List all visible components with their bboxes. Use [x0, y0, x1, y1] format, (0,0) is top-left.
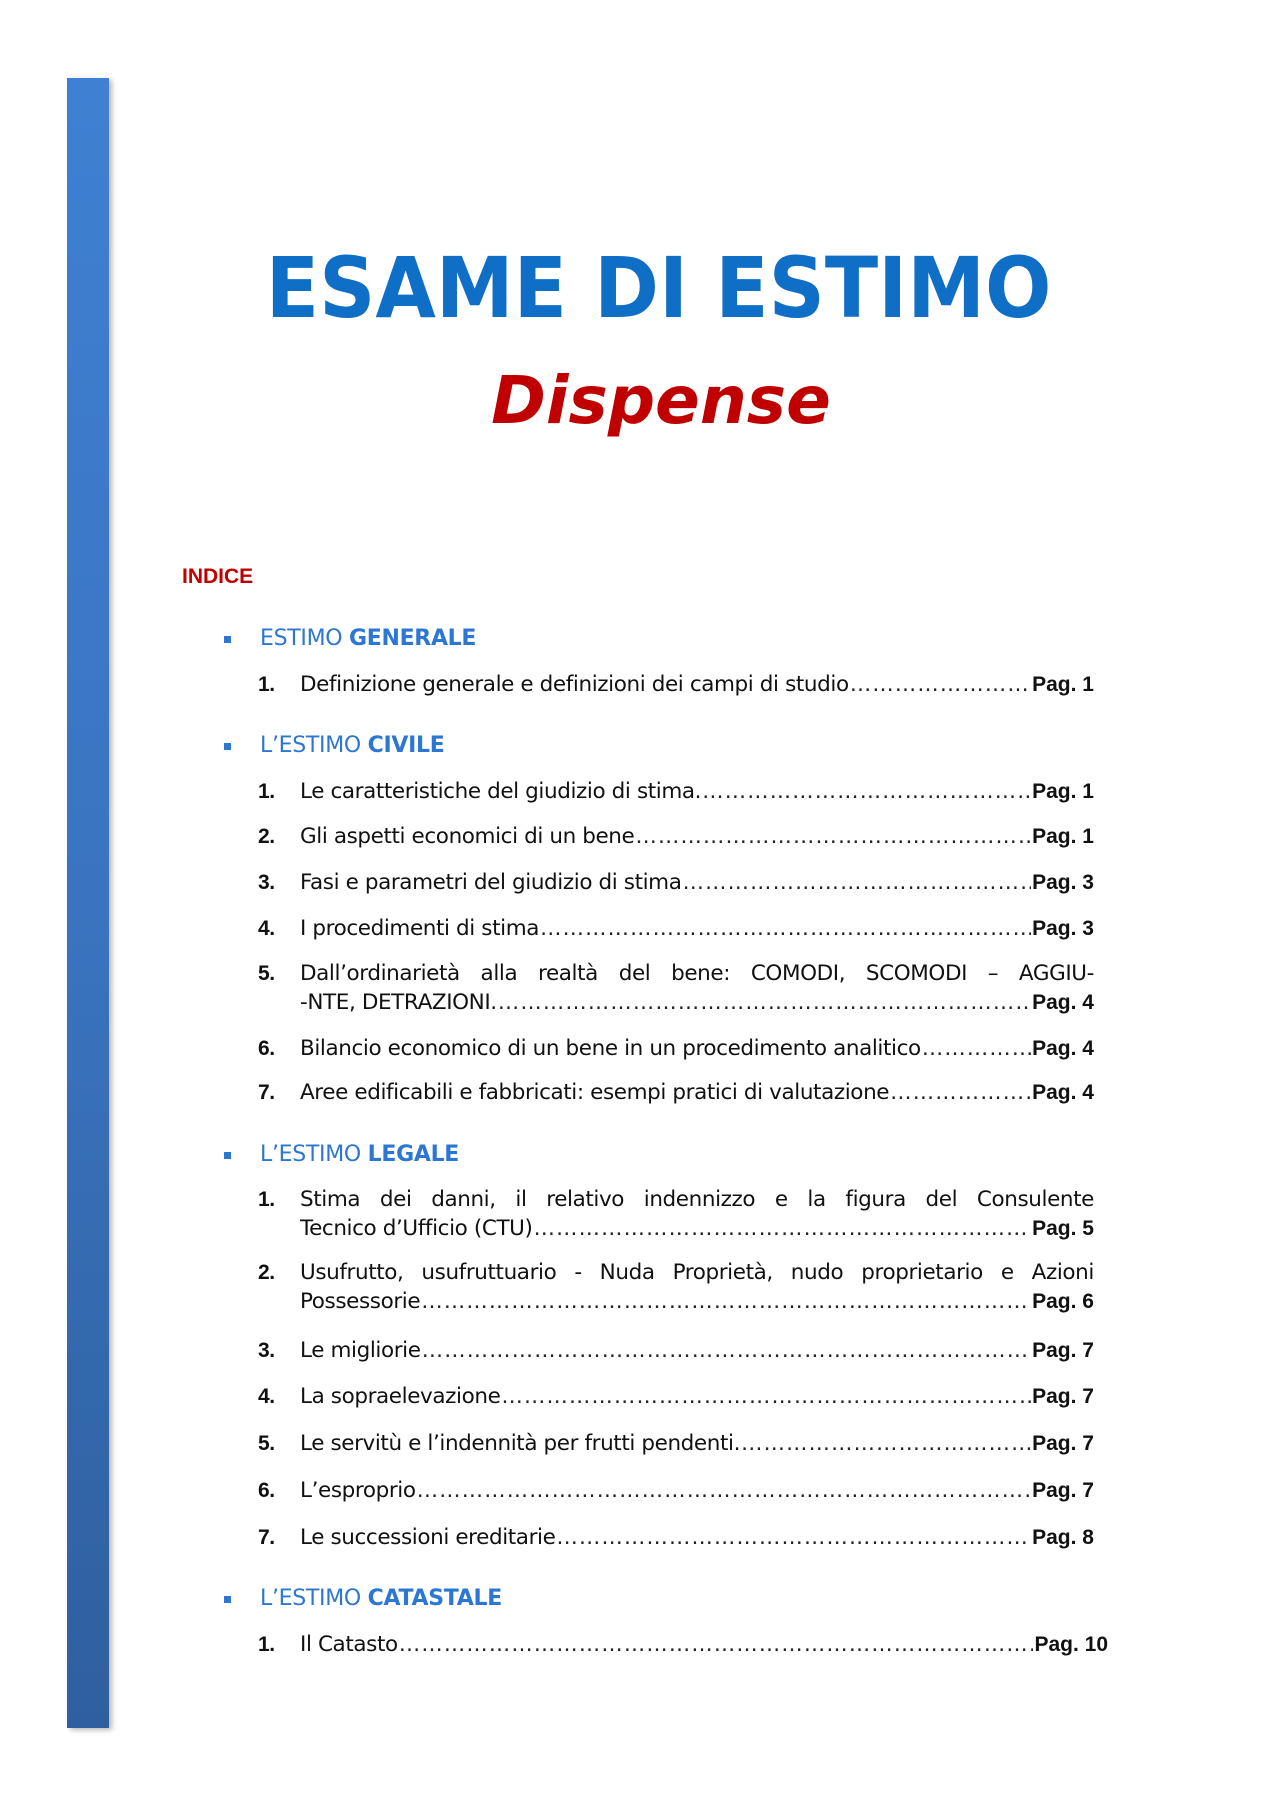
document-subtitle: Dispense — [491, 362, 831, 439]
dot-leader — [501, 1382, 1031, 1411]
toc-entry-title: Le migliorie — [300, 1338, 421, 1363]
toc-entry-page: Pag. 4 — [1032, 1037, 1094, 1060]
toc-entry-title: Gli aspetti economici di un bene — [300, 824, 635, 849]
toc-entry-title: Definizione generale e definizioni dei campi di studio — [300, 672, 849, 697]
dot-leader — [683, 868, 1032, 897]
toc-entry-page: Pag. 6 — [1032, 1290, 1094, 1313]
toc-entry-page: Pag. 7 — [1032, 1339, 1094, 1362]
toc-entry-title: Le caratteristiche del giudizio di stima. — [300, 779, 702, 804]
document-title: ESAME DI ESTIMO — [265, 239, 1052, 337]
dot-leader — [417, 1476, 1032, 1505]
toc-entry-number: 1. — [258, 673, 275, 696]
dot-leader — [422, 1336, 1032, 1365]
toc-entry-page: Pag. 4 — [1032, 1081, 1094, 1104]
toc-entry-page: Pag. 4 — [1032, 991, 1094, 1014]
toc-entry-number: 5. — [258, 962, 275, 985]
toc-entry-title: La sopraelevazione — [300, 1384, 501, 1409]
toc-entry-page: Pag. 7 — [1032, 1479, 1094, 1502]
toc-entry-title: Tecnico d’Ufficio (CTU) — [300, 1216, 533, 1241]
toc-entry-number: 4. — [258, 917, 275, 940]
toc-entry-title-line1: Usufrutto, usufruttuario - Nuda Proprietà, nudo proprietario e Azioni — [300, 1260, 1094, 1285]
square-bullet-icon — [224, 743, 231, 750]
dot-leader — [540, 914, 1031, 943]
toc-entry-title: Bilancio economico di un bene in un procedimento analitico — [300, 1036, 921, 1061]
toc-entry-page: Pag. 8 — [1032, 1526, 1094, 1549]
index-heading: INDICE — [182, 565, 254, 588]
toc-entry-title: Possessorie — [300, 1289, 421, 1314]
dot-leader — [421, 1287, 1031, 1316]
toc-entry-title: Fasi e parametri del giudizio di stima — [300, 870, 682, 895]
toc-entry-number: 6. — [258, 1037, 275, 1060]
dot-leader — [922, 1034, 1031, 1063]
toc-entry-page: Pag. 1 — [1032, 673, 1094, 696]
toc-entry-number: 3. — [258, 1339, 275, 1362]
toc-entry-title: Le servitù e l’indennità per frutti pendenti. — [300, 1431, 741, 1456]
square-bullet-icon — [224, 636, 231, 643]
toc-entry-number: 5. — [258, 1432, 275, 1455]
toc-entry-page: Pag. 1 — [1032, 780, 1094, 803]
square-bullet-icon — [224, 1596, 231, 1603]
toc-entry-page: Pag. 7 — [1032, 1385, 1094, 1408]
dot-leader — [741, 1429, 1031, 1458]
toc-entry-page: Pag. 10 — [1034, 1633, 1108, 1656]
toc-entry-page: Pag. 3 — [1032, 917, 1094, 940]
toc-entry-number: 1. — [258, 1188, 275, 1211]
section-title: L’ESTIMO CATASTALE — [260, 1586, 502, 1611]
toc-entry-number: 6. — [258, 1479, 275, 1502]
toc-entry-page: Pag. 5 — [1032, 1217, 1094, 1240]
toc-entry-title: Il Catasto — [300, 1632, 398, 1657]
toc-entry-page: Pag. 3 — [1032, 871, 1094, 894]
toc-entry-title: I procedimenti di stima — [300, 916, 540, 941]
square-bullet-icon — [224, 1152, 231, 1159]
dot-leader — [702, 777, 1031, 806]
dot-leader — [890, 1078, 1031, 1107]
toc-entry-page: Pag. 7 — [1032, 1432, 1094, 1455]
dot-leader — [498, 988, 1031, 1017]
toc-entry-page: Pag. 1 — [1032, 825, 1094, 848]
toc-entry-title-line1: Stima dei danni, il relativo indennizzo e la figura del Consulente — [300, 1187, 1094, 1212]
toc-entry-number: 7. — [258, 1081, 275, 1104]
dot-leader — [399, 1630, 1034, 1659]
toc-entry-number: 1. — [258, 1633, 275, 1656]
toc-entry-title-line1: Dall’ordinarietà alla realtà del bene: COMODI, SCOMODI – AGGIU- — [300, 961, 1094, 986]
toc-entry-title: L’esproprio — [300, 1478, 416, 1503]
toc-entry-title: -NTE, DETRAZIONI. — [300, 990, 497, 1015]
toc-entry-number: 2. — [258, 1261, 275, 1284]
dot-leader — [850, 670, 1031, 699]
toc-entry-number: 4. — [258, 1385, 275, 1408]
section-title: L’ESTIMO CIVILE — [260, 733, 445, 758]
toc-entry-title: Le successioni ereditarie — [300, 1525, 556, 1550]
dot-leader — [534, 1214, 1032, 1243]
dot-leader — [635, 822, 1031, 851]
section-title: ESTIMO GENERALE — [260, 626, 477, 651]
toc-entry-number: 3. — [258, 871, 275, 894]
toc-entry-title: Aree edificabili e fabbricati: esempi pratici di valutazione — [300, 1080, 890, 1105]
section-title: L’ESTIMO LEGALE — [260, 1142, 460, 1167]
toc-entry-number: 2. — [258, 825, 275, 848]
toc-entry-number: 1. — [258, 780, 275, 803]
dot-leader — [556, 1523, 1031, 1552]
toc-entry-number: 7. — [258, 1526, 275, 1549]
